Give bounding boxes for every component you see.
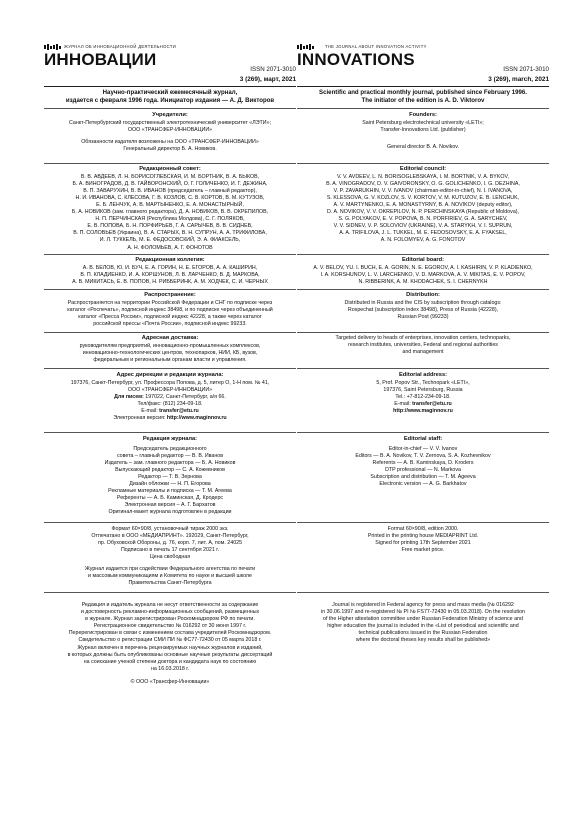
text-line: в которых должны быть опубликованы основные научные результаты диссертаций — [67, 651, 273, 658]
text-line: Подписано в печать 17 сентября 2021 г. — [120, 547, 220, 554]
section-title: Редакция журнала: — [142, 436, 198, 442]
section-title: Editorial board: — [401, 257, 445, 263]
text-line: Distributed in Russia and the CIS by subscription through catalogs: — [344, 299, 502, 306]
text-line: Обязанности издателя возложены на ООО «ТРАНСФЕР-ИННОВАЦИИ» — [81, 138, 259, 145]
text-line: И. Л. ТУККЕЛЬ, М. Е. ФЕДОСОВСКИЙ, Э. А. ФИАКСЕЛЬ, — [99, 237, 241, 244]
ru-founders — [44, 112, 296, 153]
text-line — [44, 408, 296, 415]
ru-council — [44, 166, 296, 252]
text-line: A. V. MARTYNENKO, E. A. MONASTYRNY, B. A. NOVIKOV (deputy editor), — [333, 201, 513, 208]
en-legal — [297, 602, 549, 645]
text-line: Б. А. НОВИКОВ (зам. главного редактора), Д. А. НОВИКОВ, В. В. ОКРЕПИЛОВ, — [71, 209, 269, 216]
website-label: Электронная версия: — [113, 415, 167, 422]
section-title: Редакционная коллегия: — [135, 257, 205, 263]
text-line: федеральным и региональным органам власти и управления. — [93, 356, 247, 363]
text-line: Тел/факс: (812) 234-09-18. — [137, 400, 203, 407]
en-logo: INNOVATIONS — [297, 50, 415, 69]
section-title: Founders: — [409, 112, 437, 118]
divider — [44, 592, 296, 593]
ru-intro-line: издается с февраля 1996 года. Инициатор издания — А. Д. Викторов — [65, 97, 275, 104]
en-address — [297, 372, 549, 415]
text-line: General director B. A. Novikov. — [386, 143, 460, 150]
en-tagline: THE JOURNAL ABOUT INNOVATION ACTIVITY — [325, 44, 427, 49]
email-label: E-mail: — [394, 400, 413, 407]
text-line: Отпечатано в ООО «МЕДИАПРИНТ». 192029, Санкт-Петербург, — [91, 533, 249, 540]
text-line: A. N. FOLOMYEV, A. G. FONOTOV — [380, 237, 466, 244]
text-line: Rospechat (subscription index 38498), Press of Russia (42228), — [347, 306, 499, 313]
text-line: каталог «Роспечать», подписной индекс 38498, и по подписке через объединенный — [67, 306, 273, 313]
text-line: Printed in the printing house MEDIAPRINT Ltd. — [367, 533, 479, 540]
text-line: Референты — А. Б. Каминская, Д. Кродерс — [116, 495, 224, 502]
en-print — [297, 526, 549, 554]
text-line: Журнал включен в перечень рецензируемых научных журналов и изданий, — [77, 644, 263, 651]
en-delivery — [297, 335, 549, 356]
text-line: ООО «ТРАНСФЕР-ИННОВАЦИИ» — [127, 386, 213, 393]
text-line: Редактор — Т. В. Зернова — [138, 473, 202, 480]
ru-distribution — [44, 292, 296, 328]
text-line: Электронная версия – А. Г. Бархатов — [124, 502, 216, 509]
divider — [297, 86, 549, 87]
section-title: Editorial staff: — [403, 436, 443, 442]
text-line: Electronic version — A. G. Barkhatov — [379, 481, 467, 488]
text-line: 197376, Saint Petersburg, Russia — [383, 386, 463, 393]
text-line: 5, Prof. Popov Str., Technopark «LETI», — [376, 379, 470, 386]
text-line — [44, 394, 296, 401]
email-link[interactable]: transfer@etu.ru — [159, 407, 199, 414]
text-line: А. В. БЕЛОВ, Ю. И. БУЧ, Е. А. ГОРИН, Н. Е. ЕГОРОВ, А. А. КАШИРИН, — [82, 264, 258, 271]
text-line: Russian Post (99233) — [397, 313, 449, 320]
email-label: E-mail: — [141, 407, 160, 414]
divider — [297, 432, 549, 433]
text-line: совета – главный редактор — В. В. Иванов — [116, 452, 224, 459]
text-line: Signed for printing 17th September 2021 — [375, 540, 471, 547]
letters-label: Для писем: — [114, 393, 144, 400]
divider — [44, 163, 296, 164]
divider — [297, 368, 549, 369]
letters-address: 197022, Санкт-Петербург, а/я 66. — [143, 393, 226, 400]
text-line: Санкт-Петербургский государственный электротехнический университет «ЛЭТИ»; — [68, 119, 271, 126]
divider — [297, 592, 549, 593]
text-line: пр. Обуховской Обороны, д. 76, корп. 7, лит. А, пом. 24025 — [97, 540, 243, 547]
text-line: руководителям предприятий, инновационно-промышленных комплексов, — [79, 342, 261, 349]
en-intro-line: Scientific and practical monthly journal, published since February 1996. — [319, 89, 527, 96]
text-line: Правительства Санкт-Петербурга — [128, 580, 212, 587]
text-line: Председатель редакционного — [133, 445, 207, 452]
text-line: Transfer-Innovations Ltd. (publisher) — [380, 126, 466, 133]
text-line: N. RIBBERINK, A. M. KHODACHEK, S. I. CHERNYKH — [358, 278, 488, 285]
text-line: Оригинал-макет журнала подготовлен в редакции — [108, 509, 232, 516]
en-staff — [297, 436, 549, 488]
text-line: Свидетельство о регистрации СМИ ПИ № ФС77-72430 от 05 марта 2018 г. — [78, 637, 262, 644]
text-line: В. В. АВДЕЕВ, Л. Н. БОРИСОГЛЕБСКАЯ, И. М. БОРТНИК, В. А. БЫКОВ, — [80, 173, 260, 180]
divider — [297, 332, 549, 333]
text-line: S. KLESSOVA, G. V. KOZLOV, S. V. KORTOV, V. M. KUTUZOV, E. B. LENCHUK, — [326, 194, 520, 201]
text-line: research institutes, universities, Federal and regional authorities — [348, 342, 498, 349]
divider — [297, 254, 549, 255]
text-line: Дизайн обложки — Н. П. Егорова — [129, 481, 211, 488]
text-line: В. П. КЛАДИЕНКО, И. А. КОРШУНОВ, Л. В. ЛАРЧЕНКО, В. Д. МАРКОВА, — [80, 271, 260, 278]
text-line: на соискание ученой степени доктора и кандидата наук по состоянию — [83, 658, 257, 665]
en-board — [297, 257, 549, 286]
divider — [44, 108, 296, 109]
text-line: Н. П. ПЕРЧИНСКАЯ (Республика Молдова), С. Г. ПОЛЯКОВ, — [95, 216, 245, 223]
text-line: Е. Б. ЛЕНЧУК, А. В. МАРТЫНЕНКО, Е. А. МОНАСТЫРНЫЙ, — [96, 201, 244, 208]
text-line — [297, 401, 549, 408]
en-intro-line: The initiator of the edition is A. D. Viktorov — [361, 97, 485, 104]
divider — [297, 522, 549, 523]
divider — [297, 289, 549, 290]
text-line: Journal is registered in Federal agency for press and mass media (№ 016292 — [332, 602, 514, 608]
website-link[interactable]: http://www.maginnov.ru — [166, 415, 227, 422]
text-line: и массовым коммуникациям и Комитета по науке и высшей школе — [88, 573, 252, 580]
text-line: of the Higher attestation committee under Russian Federation Ministry of science and — [323, 616, 523, 623]
ru-intro — [44, 89, 296, 105]
en-issue: 3 (269), march, 2021 — [488, 76, 549, 83]
text-line: Перерегистрирован в связи с изменением состава учредителей Роскомнадзором. — [68, 630, 272, 637]
section-title: Адресная доставка: — [141, 335, 199, 341]
ru-intro-line: Научно-практический ежемесячный журнал, — [102, 89, 238, 96]
text-line: А. В. МИКИТАСЬ, Е. В. ПОПОВ, Н. РИББЕРИНК, А. М. ХОДЧЕК, С. И. ЧЕРНЫХ — [72, 278, 268, 285]
en-issn: ISSN 2071-3010 — [503, 66, 549, 73]
divider — [44, 254, 296, 255]
section-title: Editorial address: — [398, 372, 448, 378]
en-founders — [297, 112, 549, 151]
text-line: Цена свободная — [149, 554, 191, 561]
ru-address — [44, 372, 296, 422]
ru-board — [44, 257, 296, 286]
text-line: на 16.03.2018 г. — [150, 665, 190, 672]
text-line: higher education the journal is included in the «List of periodical and scientific and — [327, 623, 519, 630]
text-line: Editor-in-chief — V. V. Ivanov — [388, 445, 458, 452]
text-line: Subscription and distribution — T. M. Ageeva — [370, 473, 476, 480]
text-line: ООО «ТРАНСФЕР-ИННОВАЦИИ» — [127, 126, 213, 133]
divider — [44, 86, 296, 87]
text-line: Редакция и издатель журнала не несут ответственности за содержание — [81, 602, 259, 608]
divider — [44, 332, 296, 333]
ru-legal — [44, 602, 296, 686]
text-line: V. P. ZAVARUKHIN, V. V. IVANOV (chairman-editor-in-chief), N. I. IVANOVA, — [333, 187, 513, 194]
text-line: Н. И. ИВАНОВА, С. КЛЕСОВА, Г. В. КОЗЛОВ, С. В. КОРТОВ, В. М. КУТУЗОВ, — [75, 194, 265, 201]
text-line: Referents — A. B. Kaminskaya, D. Kroders — [372, 459, 474, 466]
text-line: I. A. KORSHUNOV, L. V. LARCHENKO, V. D. MARKOVA, A. V. MIKITAS, E. V. POPOV, — [320, 271, 526, 278]
text-line: Издатель – зам. главного редактора — Б. А. Новиков — [104, 459, 236, 466]
text-line: A. A. TRIFILOVA, J. L. TUKKEL, M. E. FEDOSOVSKY, E. A. FYAKSEL, — [339, 230, 507, 237]
text-line: Б. А. ВИНОГРАДОВ, Д. В. ГАЙВОРОНСКИЙ, О. Г. ГОЛИЧЕНКО, И. Г. ДЕЖИНА, — [72, 180, 268, 187]
copyright: © ООО «Трансфер-Инновации» — [130, 678, 210, 685]
text-line — [44, 415, 296, 422]
text-line: S. G. POLYAKOV, E. V. POPOVA, B. N. PORFIRIEV, G. A. SARYCHEV, — [338, 216, 508, 223]
text-line: Журнал издается при содействии Федерального агентства по печати — [84, 566, 256, 572]
ru-staff — [44, 436, 296, 517]
text-line: А. Н. ФОЛОМЬЕВ, А. Г. ФОНОТОВ — [127, 244, 213, 251]
text-line: B. A. VINOGRADOV, D. V. GAIVORONSKY, O. G. GOLICHENKO, I. G. DEZHINA, — [326, 180, 520, 187]
ru-issue: 3 (269), март, 2021 — [239, 76, 296, 83]
en-intro — [297, 89, 549, 105]
text-line: Е. В. ПОПОВА, Б. Н. ПОРФИРЬЕВ, Г. А. САРЫЧЕВ, В. В. СИДНЕВ, — [87, 223, 253, 230]
text-line: Формат 60×90/8, установочный тираж 2000 экз. — [111, 526, 229, 532]
text-line: Format 60×90/8, edition 2000. — [387, 526, 459, 532]
ru-support — [44, 566, 296, 587]
divider — [44, 522, 296, 523]
divider — [297, 108, 549, 109]
text-line: V. V. AVDEEV, L. N. BORISOGLEBSKAYA, I. M. BORTNIK, V. A. BYKOV, — [336, 173, 510, 180]
text-line: D. A. NOVIKOV, V. V. OKREPILOV, N. P. PERCHINSKAYA (Republic of Moldova), — [326, 209, 520, 216]
website-link[interactable]: http://www.maginnov.ru — [393, 407, 453, 414]
divider — [44, 289, 296, 290]
text-line: where the doctoral theses key results shall be published» — [355, 637, 491, 644]
text-line: Saint Petersburg electrotechnical university «LETI»; — [362, 119, 484, 126]
text-line: Выпускающий редактор — С. А. Кожевников — [115, 466, 225, 473]
divider — [297, 163, 549, 164]
en-distribution — [297, 292, 549, 321]
email-link[interactable]: transfer@etu.ru — [412, 400, 452, 407]
text-line: В. П. ЗАВАРУХИН, В. В. ИВАНОВ (председатель – главный редактор), — [83, 187, 257, 194]
text-line: in 30.06.1997 and re-registered № PI № FS77-72430 in 05.03.2018). On the resolution — [321, 609, 525, 616]
text-line: каталог «Пресса России», подписной индекс 42228, а также через каталог — [78, 313, 262, 320]
text-line: инновационно-технологических центров, технопарков, НИИ, КБ, вузов, — [82, 349, 258, 356]
section-title: Editorial council: — [399, 166, 447, 172]
text-line: A. V. BELOV, YU. I. BUCH, E. A. GORIN, N. E. EGOROV, A. I. KASHIRIN, V. P. KLADIENKO, — [313, 264, 533, 271]
text-line: technical publications issued in the Russian Federation — [358, 630, 488, 637]
text-line: Editors — B. A. Novikov, T. V. Zernova, S. A. Kozhevnikov — [355, 452, 491, 459]
section-title: Редакционный совет: — [139, 166, 201, 172]
section-title: Distribution: — [406, 292, 440, 298]
text-line: и достоверность рекламно-информационных сообщений, размещенных — [80, 609, 260, 616]
en-council — [297, 166, 549, 245]
text-line: Генеральный директор Б. А. Новиков. — [123, 145, 217, 152]
text-line: Tel.: +7-812-234-09-18. — [395, 393, 451, 400]
section-title: Учредители: — [152, 112, 188, 118]
section-title: Распространение: — [144, 292, 196, 298]
text-line: Регистрационное свидетельство № 016292 от 30 июня 1997 г. — [93, 623, 247, 630]
text-line: Targeted delivery to heads of enterprises, innovation centers, technoparks, — [335, 335, 511, 341]
text-line: российской прессы «Почта России», подписной индекс 99233. — [93, 320, 247, 327]
text-line: DTP professional — N. Markova — [385, 466, 461, 473]
ru-issn: ISSN 2071-3010 — [250, 66, 296, 73]
ru-logo: ИННОВАЦИИ — [44, 50, 157, 69]
text-line: and management — [402, 349, 444, 356]
text-line: в журнале. Журнал зарегистрирован Роскомнадзором РФ по печати. — [85, 616, 255, 623]
ru-logo-mark-icon — [44, 44, 68, 50]
text-line: Рекламные материалы и подписка — Т. М. Агеева — [108, 488, 232, 495]
ru-delivery — [44, 335, 296, 364]
divider — [44, 368, 296, 369]
text-line: В. П. СОЛОВЬЕВ (Украина), В. А. СТАРЫХ, В. Н. СУПРУН, А. А. ТРИФИЛОВА, — [73, 230, 267, 237]
text-line: Free market price. — [401, 547, 445, 554]
text-line: 197376, Санкт-Петербург, ул. Профессора Попова, д. 5, литер О, 1-Н пом. № 41, — [70, 379, 270, 386]
ru-print — [44, 526, 296, 561]
text-line: Распространяется на территории Российской Федерации и СНГ по подписке через — [67, 299, 273, 306]
divider — [44, 432, 296, 433]
section-title: Адрес дирекции и редакции журнала: — [116, 372, 224, 378]
text-line: V. V. SIDNEV, V. P. SOLOVIOV (UKRAINE), V. A. STARYKH, V. I. SUPRUN, — [333, 223, 513, 230]
ru-tagline: ЖУРНАЛ ОБ ИННОВАЦИОННОЙ ДЕЯТЕЛЬНОСТИ — [64, 44, 177, 49]
